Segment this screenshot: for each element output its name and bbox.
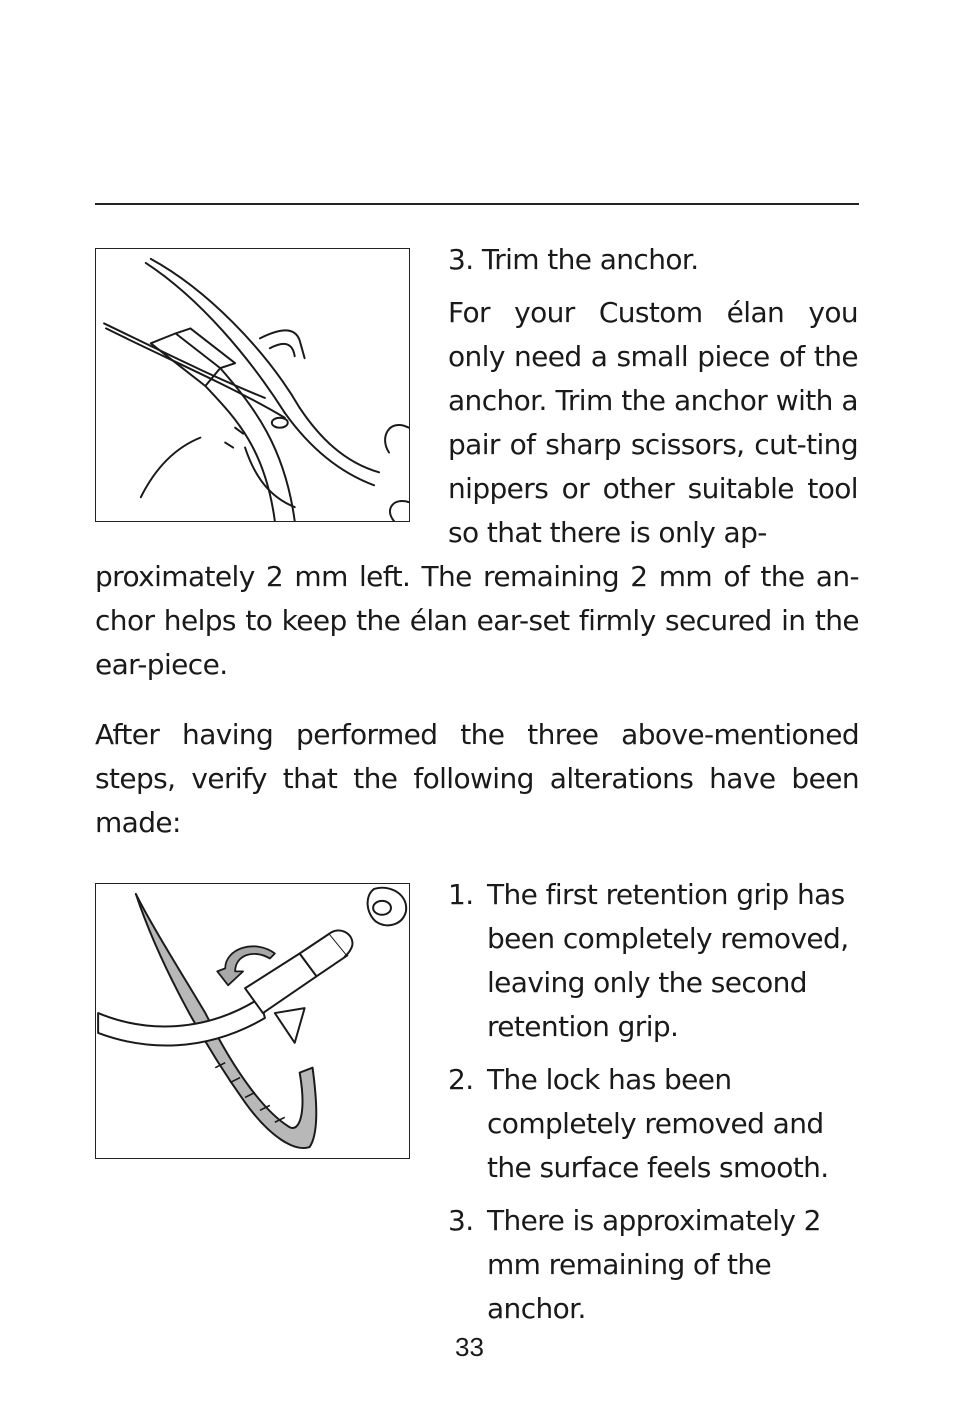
page-number: 33 — [455, 1332, 484, 1362]
list-item-text: The lock has been completely removed and the surface feels smooth. — [487, 1063, 829, 1184]
step-title: 3. Trim the anchor. — [448, 243, 699, 276]
earset-icon — [96, 884, 409, 1158]
step-paragraph-wrapped: For your Custom élan you only need a small piece of the anchor. Trim the anchor with a pair of sharp scissors, cut-ting nippers or other suitable tool so that there is only ap- — [448, 296, 858, 549]
top-rule — [95, 203, 859, 205]
verify-intro-paragraph: After having performed the three above-mentioned steps, verify that the following alterations have been made: — [95, 718, 859, 839]
list-item-text: There is approximately 2 mm remaining of the anchor. — [487, 1204, 821, 1325]
scissors-trimming-illustration — [95, 248, 410, 522]
list-item — [448, 1058, 863, 1190]
step-paragraph-continued: proximately 2 mm left. The remaining 2 mm of the an-chor helps to keep the élan ear-set firmly secured in the ear-piece. — [95, 560, 859, 681]
list-item — [448, 873, 863, 1049]
list-item-number: 2. — [448, 1063, 474, 1096]
list-item-number: 3. — [448, 1204, 474, 1237]
list-item-text: The first retention grip has been completely removed, leaving only the second retention grip. — [487, 878, 849, 1043]
list-item-number: 1. — [448, 878, 474, 911]
verification-checklist — [448, 873, 863, 1340]
list-item — [448, 1199, 863, 1331]
scissors-icon — [96, 249, 409, 521]
earset-result-illustration — [95, 883, 410, 1159]
